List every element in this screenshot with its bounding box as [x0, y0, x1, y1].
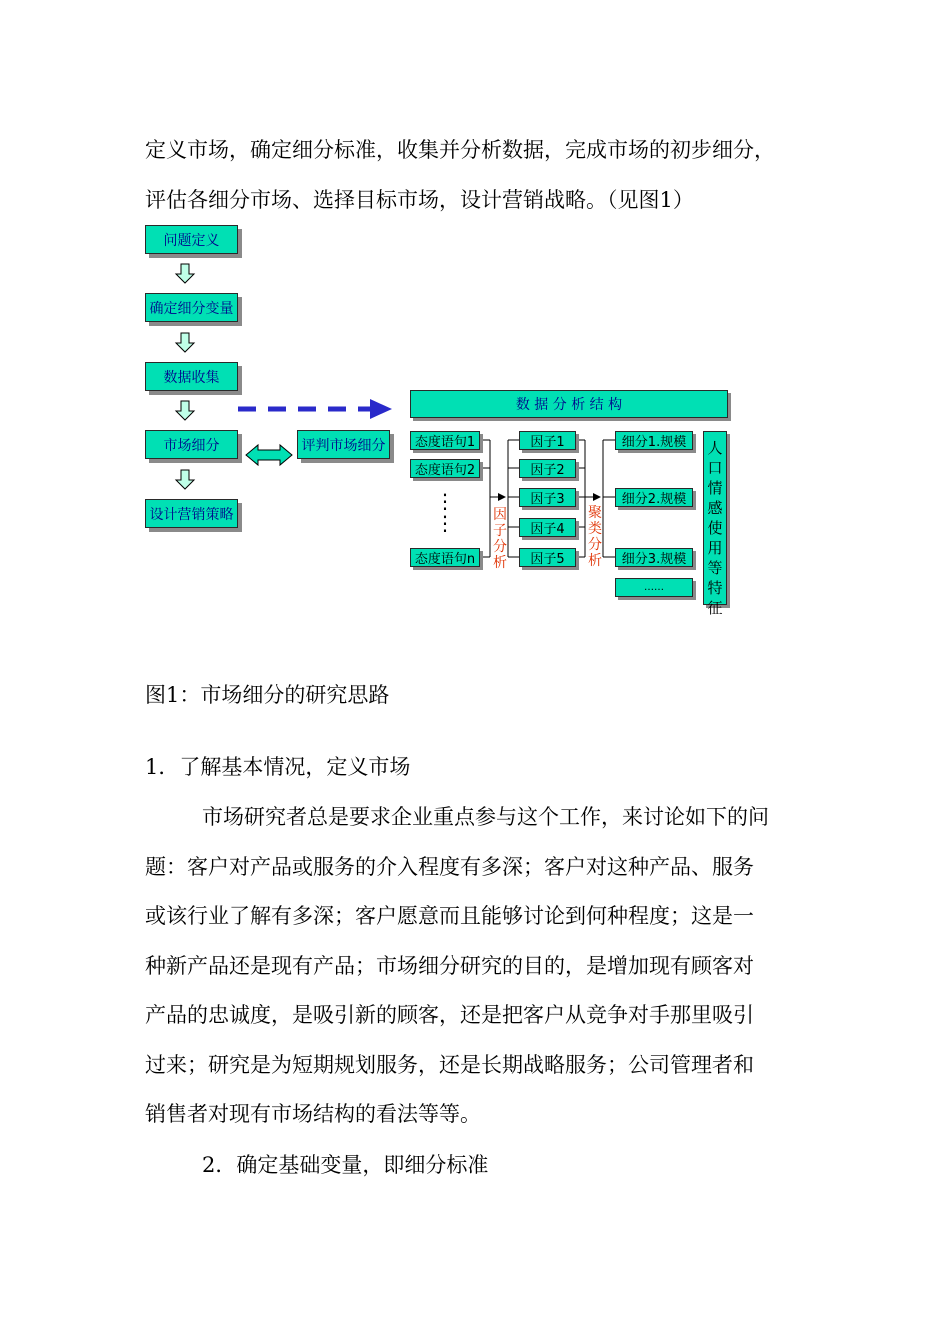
- section-1-line: 种新产品还是现有产品；市场细分研究的目的，是增加现有顾客对: [145, 954, 754, 978]
- flow-step-market-segmentation: 市场细分: [145, 430, 238, 459]
- intro-line-1: 定义市场，确定细分标准，收集并分析数据，完成市场的初步细分，: [145, 138, 775, 162]
- section-1-heading: 1．了解基本情况，定义市场: [145, 755, 411, 779]
- cluster-analysis-label: 聚类分析: [588, 505, 602, 569]
- statement-box: 态度语句2: [410, 459, 480, 478]
- section-1-line: 过来；研究是为短期规划服务，还是长期战略服务；公司管理者和: [145, 1053, 754, 1077]
- down-arrow-icon: [176, 401, 194, 420]
- segment-box: 细分1.规模: [615, 431, 693, 450]
- down-arrow-icon: [176, 264, 194, 283]
- factor-box: 因子4: [519, 518, 576, 537]
- factor-box: 因子5: [519, 548, 576, 567]
- vertical-dots: ⋮ ⋮: [435, 489, 455, 535]
- statement-box: 态度语句n: [410, 548, 480, 567]
- intro-line-2: 评估各细分市场、选择目标市场，设计营销战略。（见图1）: [145, 188, 694, 212]
- section-1-line: 产品的忠诚度，是吸引新的顾客，还是把客户从竞争对手那里吸引: [145, 1003, 754, 1027]
- flow-step-segmentation-variables: 确定细分变量: [145, 293, 238, 322]
- section-1-line: 题：客户对产品或服务的介入程度有多深；客户对这种产品、服务: [145, 855, 754, 879]
- factor-analysis-label: 因子分析: [493, 507, 507, 571]
- diagram-connectors: [0, 0, 950, 640]
- section-1-line: 销售者对现有市场结构的看法等等。: [145, 1102, 481, 1126]
- segment-box: 细分3.规模: [615, 548, 693, 567]
- factor-box: 因子3: [519, 488, 576, 507]
- factor-box: 因子1: [519, 431, 576, 450]
- down-arrow-icon: [176, 470, 194, 489]
- analysis-structure-header: 数 据 分 析 结 构: [410, 390, 728, 418]
- factor-box: 因子2: [519, 459, 576, 478]
- dashed-arrow-head-icon: [370, 399, 392, 419]
- figure-caption: 图1：市场细分的研究思路: [145, 683, 390, 707]
- statement-box: 态度语句1: [410, 431, 480, 450]
- down-arrow-icon: [176, 333, 194, 352]
- flow-step-evaluate-segmentation: 评判市场细分: [297, 430, 390, 459]
- section-1-line: 市场研究者总是要求企业重点参与这个工作，来讨论如下的问: [202, 805, 769, 829]
- flow-step-problem-definition: 问题定义: [145, 225, 238, 254]
- flow-step-marketing-strategy: 设计营销策略: [145, 499, 238, 528]
- section-2-heading: 2．确定基础变量，即细分标准: [202, 1153, 489, 1177]
- segment-box: 细分2.规模: [615, 488, 693, 507]
- flow-step-data-collection: 数据收集: [145, 362, 238, 391]
- section-1-line: 或该行业了解有多深；客户愿意而且能够讨论到何种程度；这是一: [145, 904, 754, 928]
- bidirectional-arrow-icon: [246, 445, 292, 465]
- segment-more-box: ……: [615, 578, 693, 597]
- traits-box: 人口情感使用等特征: [703, 431, 727, 605]
